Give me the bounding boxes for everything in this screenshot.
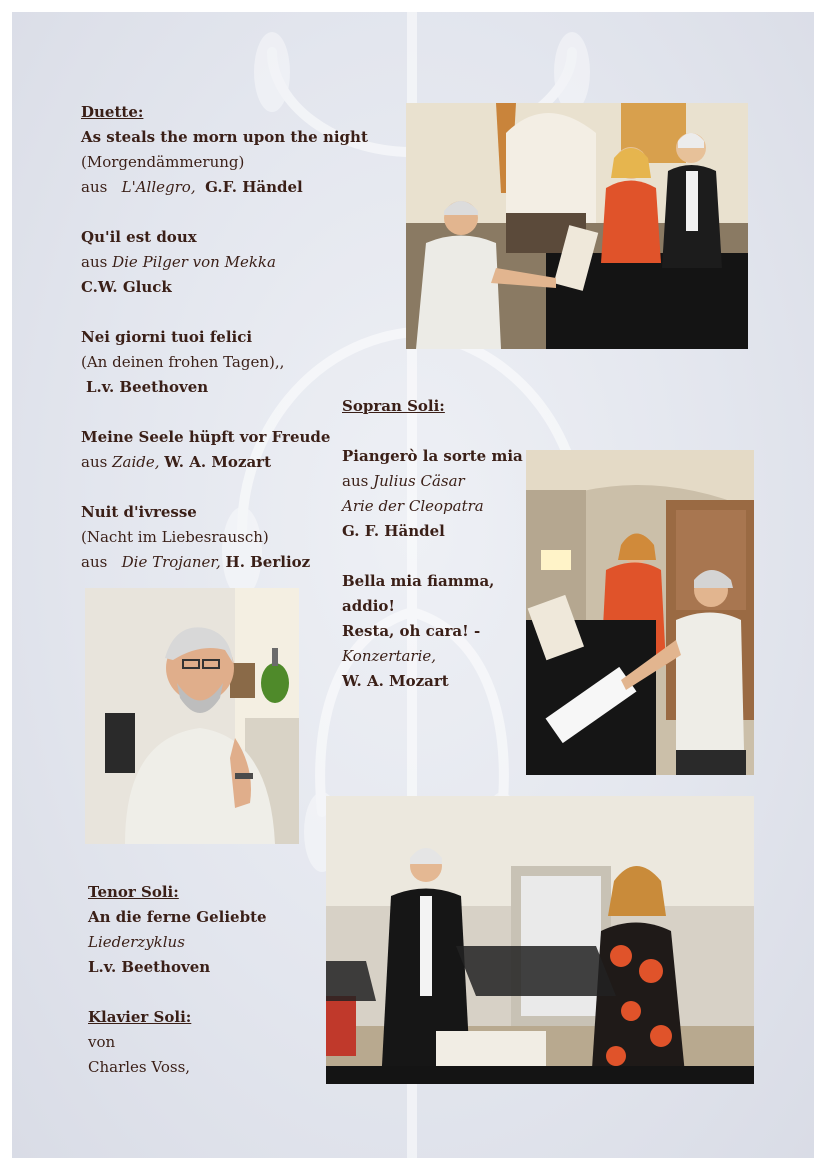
- piece-title: As steals the morn upon the night: [81, 128, 368, 146]
- klavier-line: Charles Voss,: [88, 1058, 191, 1076]
- tenor-section: [88, 880, 267, 1080]
- piece-title: An die ferne Geliebte: [88, 908, 267, 926]
- photo-rehearsal-stands: [326, 796, 754, 1084]
- duette-section: [81, 100, 368, 575]
- piece-subtitle: (An deinen frohen Tagen),,: [81, 353, 285, 371]
- piece-composer: L.v. Beethoven: [86, 378, 209, 396]
- program-page: [12, 12, 814, 1158]
- piece-title: addio!: [342, 597, 395, 615]
- piece-title: Nuit d'ivresse: [81, 503, 197, 521]
- sopran-section: [342, 394, 523, 694]
- piece-title: Piangerò la sorte mia: [342, 447, 523, 465]
- photo-church-trio: [406, 103, 748, 349]
- duette-heading: Duette:: [81, 103, 144, 121]
- piece-prefix: aus: [81, 178, 108, 196]
- klavier-line: von: [88, 1033, 116, 1051]
- piece-prefix: aus: [81, 553, 108, 571]
- piece-note: Liederzyklus: [88, 933, 185, 951]
- piece-work: Die Pilger von Mekka: [112, 253, 276, 271]
- piece-title: Meine Seele hüpft vor Freude: [81, 428, 331, 446]
- photo-pianist-portrait: [85, 588, 299, 844]
- piece-composer: W. A. Mozart: [342, 672, 449, 690]
- piece-composer: L.v. Beethoven: [88, 958, 211, 976]
- piece-subtitle: (Morgendämmerung): [81, 153, 245, 171]
- sopran-heading: Sopran Soli:: [342, 397, 445, 415]
- piece-composer: C.W. Gluck: [81, 278, 172, 296]
- piece-title: Nei giorni tuoi felici: [81, 328, 253, 346]
- piece-title: Bella mia fiamma,: [342, 572, 495, 590]
- piece-composer: H. Berlioz: [225, 553, 311, 571]
- piece-work: Die Trojaner,: [121, 553, 221, 571]
- piece-composer: G. F. Händel: [342, 522, 445, 540]
- photo-piano-duo: [526, 450, 754, 775]
- piece-prefix: aus: [342, 472, 369, 490]
- piece-title: Resta, oh cara! -: [342, 622, 481, 640]
- piece-composer: W. A. Mozart: [164, 453, 272, 471]
- klavier-heading: Klavier Soli:: [88, 1008, 192, 1026]
- tenor-heading: Tenor Soli:: [88, 883, 179, 901]
- piece-prefix: aus: [81, 453, 108, 471]
- piece-work: Julius Cäsar: [373, 472, 465, 490]
- piece-work: L'Allegro,: [121, 178, 196, 196]
- piece-title: Qu'il est doux: [81, 228, 197, 246]
- piece-note: Arie der Cleopatra: [342, 497, 484, 515]
- piece-subtitle: (Nacht im Liebesrausch): [81, 528, 269, 546]
- piece-prefix: aus: [81, 253, 108, 271]
- piece-work: Zaide,: [112, 453, 160, 471]
- piece-composer: G.F. Händel: [205, 178, 303, 196]
- piece-note: Konzertarie,: [342, 647, 437, 665]
